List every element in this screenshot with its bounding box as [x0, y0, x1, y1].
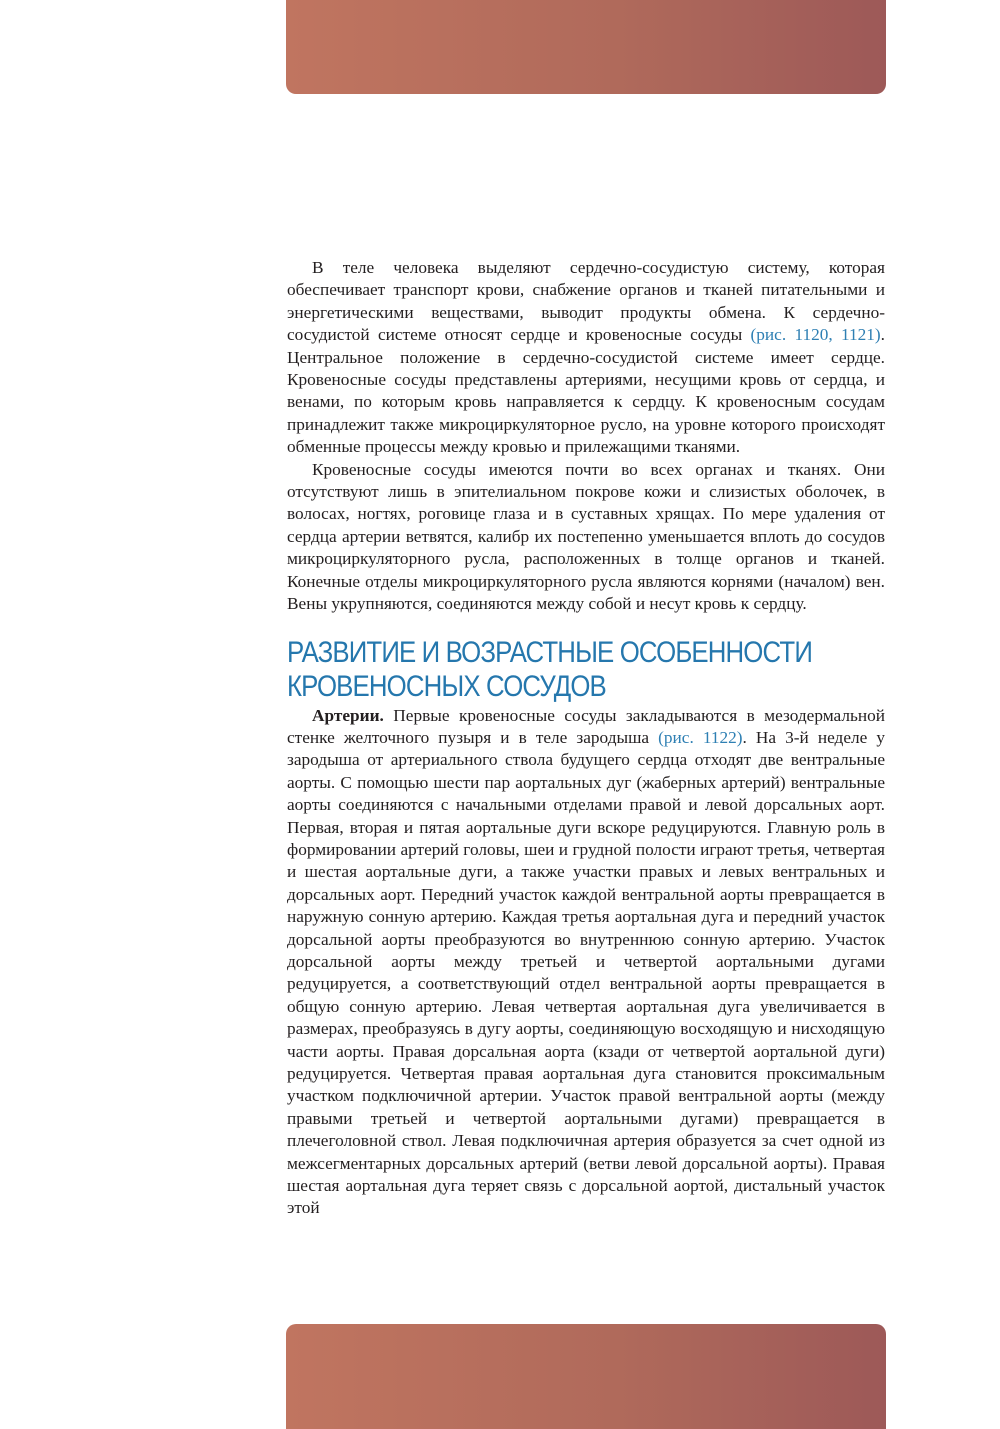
intro-paragraph-1-text-a: В теле человека выделяют сердечно-сосудистую систему, которая обеспечивает транспорт крови, снабжение органов и тканей питательными и энергетическими веществами, выводит продукты обмена. К сердечно-сосудистой системе относят сердце и кровеносные сосуды: [287, 258, 885, 345]
bottom-decorative-band: [286, 1324, 886, 1429]
intro-paragraph-1-text-b: . Центральное положение в сердечно-сосудистой системе имеет сердце. Кровеносные сосуды представлены артериями, несущими кровь от сердца, и венами, по которым кровь направляется к сердцу. К кровеносным сосудам принадлежит также микроциркуляторное русло, на уровне которого происходят обменные процессы между кровью и прилежащими тканями.: [287, 325, 885, 457]
intro-paragraph-1: [287, 257, 885, 459]
section-heading-line-2: КРОВЕНОСНЫХ СОСУДОВ: [287, 669, 606, 703]
arteries-term: Артерии.: [312, 705, 384, 725]
section-heading: [287, 636, 889, 704]
arteries-text-b: . На 3-й неделе у зародыша от артериального ствола будущего сердца отходят две вентральные аорты. С помощью шести пар аортальных дуг (жаберных артерий) вентральные аорты соединяются с начальными отделами правой и левой дорсальных аорт. Первая, вторая и пятая аортальные дуги вскоре редуцируются. Главную роль в формировании артерий головы, шеи и грудной полости играют третья, четвертая и шестая аортальные дуги, а также участки правых и левых вентральных и дорсальных аорт. Передний участок каждой вентральной аорты превращается в наружную сонную артерию. Каждая третья аортальная дуга и передний участок дорсальной аорты преобразуются во внутреннюю сонную артерию. Участок дорсальной аорты между третьей и четвертой аортальными дугами редуцируется, а соответствующий отдел вентральной аорты превращается в общую сонную артерию. Левая четвертая аортальная дуга увеличивается в размерах, преобразуясь в дугу аорты, соединяющую восходящую и нисходящую части аорты. Правая дорсальная аорта (кзади от четвертой аортальной дуги) редуцируется. Четвертая правая аортальная дуга становится проксимальным участком подключичной артерии. Участок правой вентральной аорты (между правыми третьей и четвертой аортальными дугами) превращается в плечеголовной ствол. Левая подключичная артерия образуется за счет одной из межсегментарных дорсальных артерий (ветви левой дорсальной аорты). Правая шестая аортальная дуга теряет связь с дорсальной аортой, дистальный участок этой: [287, 727, 886, 1218]
intro-paragraph-2: Кровеносные сосуды имеются почти во всех органах и тканях. Они отсутствуют лишь в эпителиальном покрове кожи и слизистых оболочек, в волосах, ногтях, роговице глаза и в суставных хрящах. По мере удаления от сердца артерии ветвятся, калибр их постепенно уменьшается вплоть до сосудов микроциркуляторного русла, расположенных в толще органов и тканей. Конечные отделы микроциркуляторного русла являются корнями (началом) вен. Вены укрупняются, соединяются между собой и несут кровь к сердцу.: [287, 459, 885, 614]
arteries-paragraph: [287, 705, 885, 1220]
figure-reference-1122[interactable]: (рис. 1122): [658, 727, 743, 747]
top-decorative-band: [286, 0, 886, 94]
figure-reference-1120-1121[interactable]: (рис. 1120, 1121): [750, 325, 881, 345]
arteries-text-a: Первые кровеносные сосуды закладываются в мезодермальной стенке желточного пузыря и в теле зародыша: [287, 705, 885, 747]
page-content: [287, 257, 885, 1220]
section-heading-line-1: РАЗВИТИЕ И ВОЗРАСТНЫЕ ОСОБЕННОСТИ: [287, 635, 813, 669]
